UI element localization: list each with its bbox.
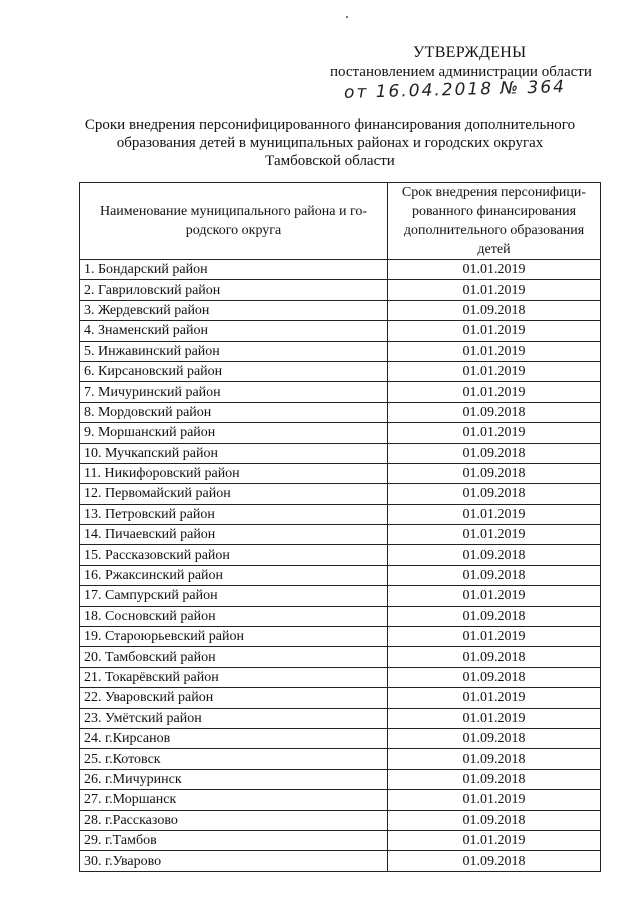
table-row [80,525,601,545]
municipality-name: 11. Никифоровский район [80,463,388,483]
table-row [80,260,601,280]
implementation-date: 01.01.2019 [388,341,601,361]
table-row [80,565,601,585]
municipality-name: 28. г.Рассказово [80,810,388,830]
implementation-date: 01.09.2018 [388,851,601,871]
municipality-name: 12. Первомайский район [80,484,388,504]
municipality-name: 10. Мучкапский район [80,443,388,463]
table-row [80,749,601,769]
table-row [80,606,601,626]
municipality-name: 21. Токарёвский район [80,667,388,687]
table-row [80,667,601,687]
municipality-name: 18. Сосновский район [80,606,388,626]
municipality-name: 15. Рассказовский район [80,545,388,565]
table-header-row [80,183,601,260]
implementation-date: 01.09.2018 [388,769,601,789]
implementation-date: 01.01.2019 [388,627,601,647]
implementation-date: 01.01.2019 [388,525,601,545]
implementation-date: 01.09.2018 [388,810,601,830]
municipality-name: 23. Умётский район [80,708,388,728]
implementation-date: 01.01.2019 [388,260,601,280]
municipality-name: 19. Староюрьевский район [80,627,388,647]
heading-line-2: образования детей в муниципальных районах и городских округах [116,135,544,151]
municipality-name: 5. Инжавинский район [80,341,388,361]
municipality-name: 20. Тамбовский район [80,647,388,667]
table-row [80,688,601,708]
implementation-date: 01.09.2018 [388,565,601,585]
document-heading [60,116,600,170]
heading-line-3: Тамбовской области [265,153,395,169]
implementation-date: 01.09.2018 [388,402,601,422]
implementation-date: 01.09.2018 [388,300,601,320]
implementation-date: 01.01.2019 [388,280,601,300]
municipality-name: 2. Гавриловский район [80,280,388,300]
municipality-name: 16. Ржаксинский район [80,565,388,585]
table-row [80,545,601,565]
table-row [80,728,601,748]
approval-title: УТВЕРЖДЕНЫ [413,44,527,61]
implementation-date: 01.09.2018 [388,443,601,463]
table-row [80,463,601,483]
implementation-date: 01.09.2018 [388,463,601,483]
implementation-date: 01.01.2019 [388,790,601,810]
table-row [80,647,601,667]
implementation-date: 01.01.2019 [388,361,601,381]
implementation-date: 01.01.2019 [388,382,601,402]
table-row [80,382,601,402]
column-header-municipality: Наименование муниципального района и го-родского округа [80,183,388,260]
scan-speck [346,16,348,18]
table-row [80,586,601,606]
municipality-name: 25. г.Котовск [80,749,388,769]
municipality-name: 29. г.Тамбов [80,830,388,850]
municipality-name: 9. Моршанский район [80,423,388,443]
implementation-date: 01.09.2018 [388,484,601,504]
municipality-name: 4. Знаменский район [80,321,388,341]
implementation-date: 01.01.2019 [388,504,601,524]
implementation-date: 01.09.2018 [388,749,601,769]
table-row [80,769,601,789]
approval-subtitle: постановлением администрации области [330,64,592,80]
heading-line-1: Сроки внедрения персонифицированного финансирования дополнительного [84,117,576,133]
implementation-date: 01.01.2019 [388,321,601,341]
implementation-date: 01.09.2018 [388,647,601,667]
table-row [80,341,601,361]
implementation-date: 01.01.2019 [388,423,601,443]
municipality-name: 3. Жердевский район [80,300,388,320]
municipality-name: 6. Кирсановский район [80,361,388,381]
implementation-date: 01.01.2019 [388,688,601,708]
municipality-name: 13. Петровский район [80,504,388,524]
table-row [80,627,601,647]
implementation-date: 01.09.2018 [388,728,601,748]
table-row [80,280,601,300]
table-row [80,443,601,463]
implementation-date: 01.01.2019 [388,708,601,728]
municipality-name: 7. Мичуринский район [80,382,388,402]
table-row [80,402,601,422]
municipality-name: 30. г.Уварово [80,851,388,871]
table-row [80,790,601,810]
table-row [80,423,601,443]
handwritten-date-number: от 16.04.2018 № 364 [343,77,567,103]
implementation-date: 01.09.2018 [388,545,601,565]
table-row [80,830,601,850]
table-row [80,810,601,830]
table-row [80,484,601,504]
table-row [80,504,601,524]
table-row [80,321,601,341]
column-header-date: Срок внедрения персонифици-рованного финансирования дополнительного образования детей [388,183,601,260]
schedule-table [79,182,601,872]
table-row [80,851,601,871]
municipality-name: 14. Пичаевский район [80,525,388,545]
municipality-name: 27. г.Моршанск [80,790,388,810]
municipality-name: 1. Бондарский район [80,260,388,280]
municipality-name: 22. Уваровский район [80,688,388,708]
implementation-date: 01.01.2019 [388,830,601,850]
implementation-date: 01.01.2019 [388,586,601,606]
table-row [80,300,601,320]
municipality-name: 8. Мордовский район [80,402,388,422]
municipality-name: 26. г.Мичуринск [80,769,388,789]
municipality-name: 17. Сампурский район [80,586,388,606]
implementation-date: 01.09.2018 [388,606,601,626]
table-row [80,708,601,728]
municipality-name: 24. г.Кирсанов [80,728,388,748]
implementation-date: 01.09.2018 [388,667,601,687]
table-row [80,361,601,381]
